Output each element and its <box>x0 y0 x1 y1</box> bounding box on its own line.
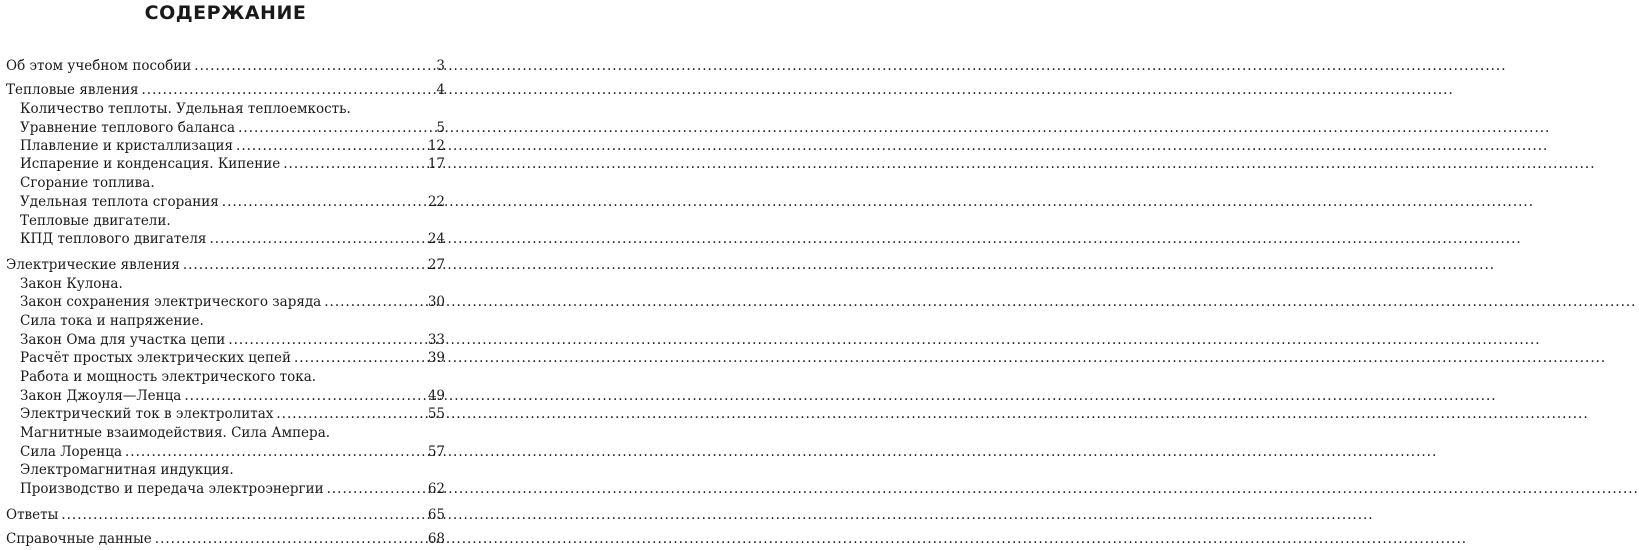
table-of-contents <box>0 0 451 550</box>
dot-leader <box>228 331 425 349</box>
page-title: СОДЕРЖАНИЕ <box>144 2 307 24</box>
toc-entry[interactable] <box>20 119 445 137</box>
toc-entry[interactable] <box>6 530 445 548</box>
toc-entry-page: 68 <box>427 531 445 547</box>
toc-entry-page: 24 <box>427 231 445 247</box>
toc-entry-title: КПД теплового двигателя <box>20 231 207 247</box>
dot-leader <box>142 81 432 99</box>
toc-entry-title: Тепловые двигатели. <box>20 213 171 229</box>
toc-entry[interactable] <box>6 57 445 75</box>
toc-entry-title: Электрический ток в электролитах <box>20 406 274 422</box>
toc-entry-page: 65 <box>427 507 445 523</box>
toc-entry-page: 22 <box>427 194 445 210</box>
toc-entry-title: Производство и передача электроэнергии <box>20 481 324 497</box>
toc-entry[interactable] <box>20 155 445 173</box>
dot-leader <box>183 256 425 274</box>
dot-leader <box>283 155 425 173</box>
toc-entry-page: 39 <box>427 350 445 366</box>
toc-entry-title: Сила тока и напряжение. <box>20 313 204 329</box>
toc-entry-page: 30 <box>427 294 445 310</box>
toc-entry-title: Электромагнитная индукция. <box>20 462 234 478</box>
toc-entry-page: 27 <box>427 257 445 273</box>
toc-entry-title: Испарение и конденсация. Кипение <box>20 156 281 172</box>
toc-entry-title: Магнитные взаимодействия. Сила Ампера. <box>20 425 331 441</box>
toc-entry-page: 33 <box>427 332 445 348</box>
toc-entry-page: 57 <box>427 444 445 460</box>
toc-entry-page: 62 <box>427 481 445 497</box>
dot-leader <box>184 387 424 405</box>
toc-entry[interactable] <box>20 174 445 192</box>
toc-entry-page: 3 <box>436 58 445 74</box>
dot-leader <box>125 443 425 461</box>
toc-entry[interactable] <box>6 81 445 99</box>
toc-entry[interactable] <box>20 349 445 367</box>
toc-entry-page: 17 <box>427 156 445 172</box>
toc-entry[interactable] <box>20 461 445 479</box>
toc-entry-title: Тепловые явления <box>6 82 139 98</box>
toc-entry[interactable] <box>20 424 445 442</box>
dot-leader <box>155 530 425 548</box>
dot-leader <box>294 349 425 367</box>
toc-entry-title: Электрические явления <box>6 257 180 273</box>
toc-entry[interactable] <box>20 230 445 248</box>
toc-entry[interactable] <box>20 293 445 311</box>
toc-entry-title: Закон сохранения электрического заряда <box>20 294 322 310</box>
toc-entry[interactable] <box>6 256 445 274</box>
toc-entry[interactable] <box>20 275 445 293</box>
toc-entry[interactable] <box>20 312 445 330</box>
toc-entry[interactable] <box>20 387 445 405</box>
toc-entry-page: 12 <box>427 138 445 154</box>
toc-entry[interactable] <box>20 331 445 349</box>
toc-entry-page: 49 <box>427 388 445 404</box>
toc-entry-title: Закон Джоуля—Ленца <box>20 388 182 404</box>
toc-entry-page: 55 <box>427 406 445 422</box>
toc-entry-title: Работа и мощность электрического тока. <box>20 369 317 385</box>
toc-entry-page: 5 <box>436 120 445 136</box>
toc-entry-title: Количество теплоты. Удельная теплоемкость. <box>20 101 351 117</box>
dot-leader <box>222 193 425 211</box>
dot-leader <box>276 405 424 423</box>
toc-entry-title: Расчёт простых электрических цепей <box>20 350 291 366</box>
dot-leader <box>236 137 425 155</box>
toc-entry-title: Справочные данные <box>6 531 152 547</box>
toc-entry-title: Уравнение теплового баланса <box>20 120 236 136</box>
dot-leader <box>194 57 432 75</box>
toc-entry-title: Сила Лоренца <box>20 444 122 460</box>
toc-entry[interactable] <box>20 137 445 155</box>
toc-entry-title: Закон Ома для участка цепи <box>20 332 226 348</box>
toc-entry[interactable] <box>20 368 445 386</box>
toc-entry[interactable] <box>20 100 445 118</box>
toc-entry-title: Ответы <box>6 507 59 523</box>
toc-entry-page: 4 <box>436 82 445 98</box>
toc-entry-title: Закон Кулона. <box>20 276 123 292</box>
toc-entry-title: Плавление и кристаллизация <box>20 138 234 154</box>
dot-leader <box>327 480 425 498</box>
toc-entry-title: Удельная теплота сгорания <box>20 194 219 210</box>
toc-entry[interactable] <box>20 405 445 423</box>
toc-entry[interactable] <box>20 193 445 211</box>
toc-entry[interactable] <box>20 480 445 498</box>
dot-leader <box>209 230 424 248</box>
dot-leader <box>238 119 432 137</box>
toc-entry[interactable] <box>20 212 445 230</box>
toc-entry-title: Об этом учебном пособии <box>6 58 192 74</box>
toc-entry-title: Сгорание топлива. <box>20 175 155 191</box>
toc-entry[interactable] <box>6 506 445 524</box>
dot-leader <box>61 506 424 524</box>
toc-entry[interactable] <box>20 443 445 461</box>
dot-leader <box>324 293 425 311</box>
